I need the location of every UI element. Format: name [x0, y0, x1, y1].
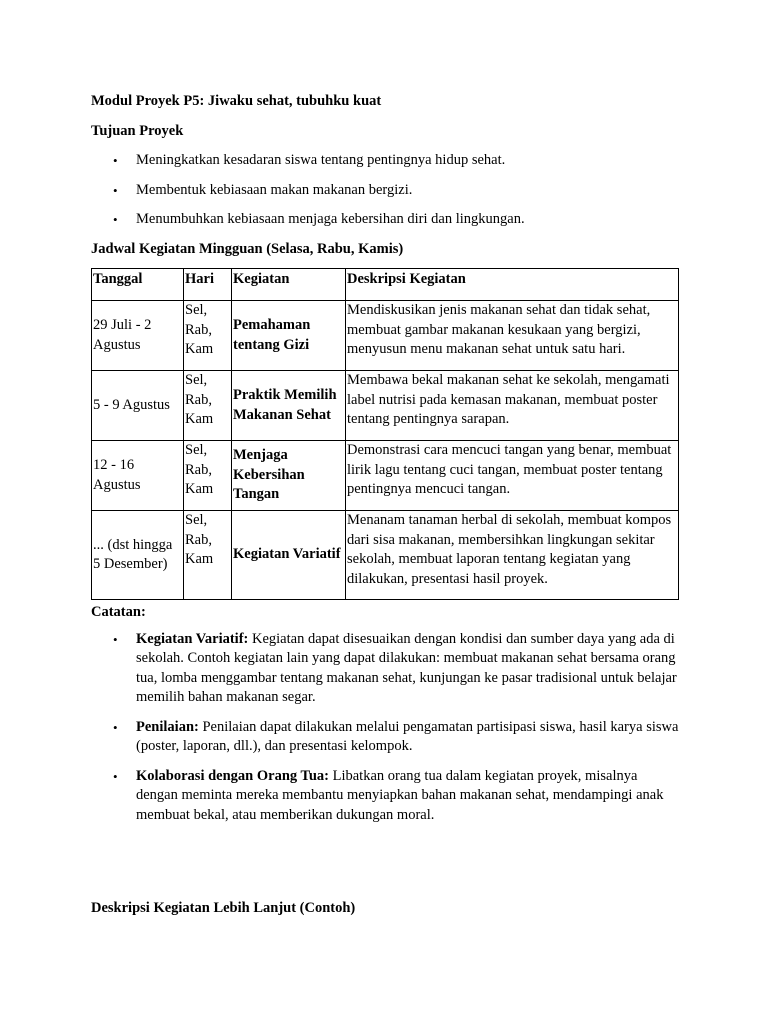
cell-tanggal: 5 - 9 Agustus	[92, 371, 184, 441]
catatan-heading: Catatan:	[91, 604, 146, 620]
note-label: Penilaian:	[136, 718, 199, 735]
note-text: Libatkan orang tua dalam kegiatan proyek, misalnya dengan meminta mereka membantu menyiapkan bahan makanan sehat, mendampingi anak membuat bekal, atau memberikan dukungan moral.	[136, 767, 664, 823]
list-item: • Meningkatkan kesadaran siswa tentang pentingnya hidup sehat.	[91, 151, 679, 171]
cell-tanggal: 29 Juli - 2 Agustus	[92, 301, 184, 371]
note-label: Kegiatan Variatif:	[136, 630, 249, 647]
schedule-table	[91, 268, 679, 600]
list-item: • Menumbuhkan kebiasaan menjaga kebersihan diri dan lingkungan.	[91, 210, 679, 230]
bullet-icon: •	[113, 768, 118, 784]
table-row	[92, 511, 679, 600]
cell-hari: Sel, Rab, Kam	[184, 301, 232, 371]
column-header: Deskripsi Kegiatan	[346, 269, 679, 301]
cell-kegiatan: Kegiatan Variatif	[232, 511, 346, 600]
jadwal-heading: Jadwal Kegiatan Mingguan (Selasa, Rabu, Kamis)	[91, 240, 404, 257]
note-text: Penilaian dapat dilakukan melalui pengamatan partisipasi siswa, hasil karya siswa (poster, laporan, dll.), dan presentasi kelompok.	[136, 718, 679, 754]
cell-tanggal: ... (dst hingga 5 Desember)	[92, 511, 184, 600]
cell-deskripsi: Demonstrasi cara mencuci tangan yang benar, membuat lirik lagu tentang cuci tangan, membuat poster tentang pentingnya mencuci tangan.	[346, 441, 679, 511]
cell-kegiatan: Praktik Memilih Makanan Sehat	[232, 371, 346, 441]
bullet-icon: •	[113, 719, 118, 735]
list-item	[91, 630, 679, 708]
note-text: Kegiatan dapat disesuaikan dengan kondisi dan sumber daya yang ada di sekolah. Contoh kegiatan lain yang dapat dilakukan: membuat makanan sehat bersama orang tua, lomba menggambar tentang makanan sehat, kunjungan ke pasar tradisional untuk belajar memilih bahan makanan segar.	[136, 630, 677, 705]
bullet-icon: •	[113, 212, 118, 227]
cell-tanggal: 12 - 16 Agustus	[92, 441, 184, 511]
bullet-icon: •	[113, 182, 118, 198]
column-header: Tanggal	[92, 269, 184, 301]
column-header: Hari	[184, 269, 232, 301]
table-header-row	[92, 269, 679, 301]
page-title: Modul Proyek P5: Jiwaku sehat, tubuhku kuat	[91, 93, 382, 109]
lanjut-heading: Deskripsi Kegiatan Lebih Lanjut (Contoh)	[91, 900, 356, 916]
table-row	[92, 301, 679, 371]
list-item: • Membentuk kebiasaan makan makanan bergizi.	[91, 181, 679, 201]
cell-deskripsi: Menanam tanaman herbal di sekolah, membuat kompos dari sisa makanan, membersihkan lingkungan sekitar sekolah, membuat laporan tentang kegiatan yang dilakukan, presentasi hasil proyek.	[346, 511, 679, 600]
tujuan-heading: Tujuan Proyek	[91, 122, 184, 139]
bullet-icon: •	[113, 153, 118, 168]
cell-kegiatan: Pemahaman tentang Gizi	[232, 301, 346, 371]
cell-hari: Sel, Rab, Kam	[184, 441, 232, 511]
list-item	[91, 767, 679, 826]
cell-deskripsi: Membawa bekal makanan sehat ke sekolah, mengamati label nutrisi pada kemasan makanan, membuat poster tentang pentingnya sarapan.	[346, 371, 679, 441]
cell-hari: Sel, Rab, Kam	[184, 511, 232, 600]
tujuan-list	[91, 151, 679, 230]
cell-hari: Sel, Rab, Kam	[184, 371, 232, 441]
list-item	[91, 718, 679, 757]
table-row	[92, 441, 679, 511]
cell-kegiatan: Menjaga Kebersihan Tangan	[232, 441, 346, 511]
cell-deskripsi: Mendiskusikan jenis makanan sehat dan tidak sehat, membuat gambar makanan kesukaan yang bergizi, menyusun menu makanan sehat untuk satu hari.	[346, 301, 679, 371]
document-body	[91, 92, 679, 835]
bullet-icon: •	[113, 631, 118, 647]
catatan-list	[91, 630, 679, 826]
column-header: Kegiatan	[232, 269, 346, 301]
note-label: Kolaborasi dengan Orang Tua:	[136, 767, 329, 784]
table-row	[92, 371, 679, 441]
